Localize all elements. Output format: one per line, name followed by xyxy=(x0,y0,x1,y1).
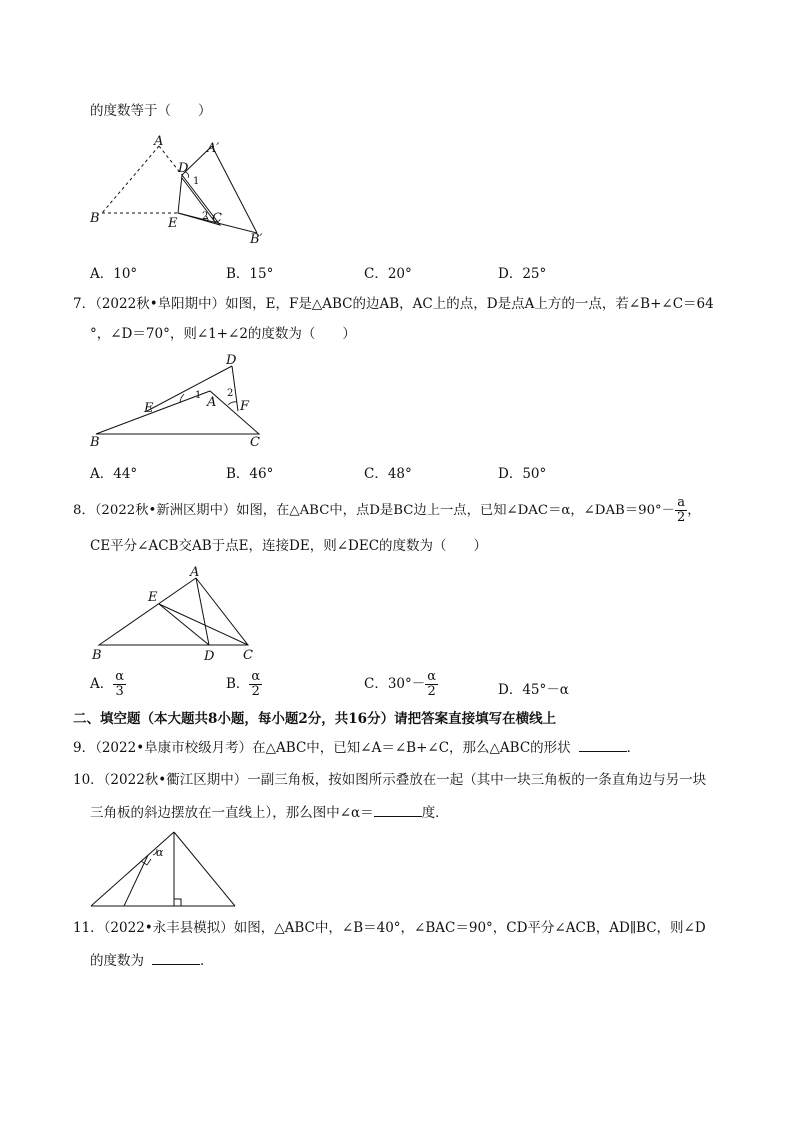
q6-option-a: A．10° xyxy=(90,266,138,282)
q8-option-c: C．30°－ $\frac{\alpha}{2}$ xyxy=(364,669,437,699)
q8-line2: CE平分∠ACB交AB于点E，连接DE，则∠DEC的度数为（ ） xyxy=(90,538,488,554)
q8-label-e: E xyxy=(148,590,158,605)
q6-option-b: B．15° xyxy=(226,266,274,282)
q8-label-d: D xyxy=(204,649,215,664)
q7-label-e: E xyxy=(144,401,154,416)
q10-label-alpha: α xyxy=(156,846,164,859)
q9-answer-blank[interactable] xyxy=(579,737,627,752)
q8-label-b: B xyxy=(92,648,102,663)
q8-option-b: B． $\frac{\alpha}{2}$ xyxy=(226,669,261,699)
q6-figure xyxy=(80,130,280,250)
q6-label-e: E xyxy=(168,216,178,231)
q6-label-c: C xyxy=(212,211,222,226)
q7-option-b: B．46° xyxy=(226,466,274,482)
q7-option-d: D．50° xyxy=(498,466,547,482)
q6-option-d: D．25° xyxy=(498,266,547,282)
q6-label-b-prime: B′ xyxy=(250,232,263,247)
q8-line1-text: 8．（2022秋•新洲区期中）如图，在△ABC中，点D是BC边上一点，已知∠DAC＝α，∠DAB＝90°－ xyxy=(73,503,675,518)
q8-option-a: A． $\frac{\alpha}{3}$ xyxy=(90,669,125,699)
q7-line1: 7．（2022秋•阜阳期中）如图，E，F是△ABC的边AB，AC上的点，D是点A上方的一点，若∠B+∠C＝64 xyxy=(73,296,714,312)
q7-label-a: A xyxy=(207,395,217,410)
q11-line2: 的度数为 ． xyxy=(90,950,214,971)
q7-label-c: C xyxy=(250,435,260,450)
q8-option-d: D．45°－α xyxy=(498,682,569,698)
q7-option-c: C．48° xyxy=(364,466,412,482)
q8-label-a: A xyxy=(190,565,200,580)
q6-option-c: C．20° xyxy=(364,266,412,282)
q11-line1: 11．（2022•永丰县模拟）如图，△ABC中，∠B＝40°，∠BAC＝90°，CD平分∠ACB，AD∥BC，则∠D xyxy=(73,920,706,936)
q6-label-1: 1 xyxy=(193,176,200,187)
q11-answer-blank[interactable] xyxy=(152,950,200,965)
q8-line1-fraction: $\frac{a}{2}$ xyxy=(676,495,686,525)
q7-label-b: B xyxy=(90,435,100,450)
q8-label-c: C xyxy=(243,648,253,663)
q7-label-d: D xyxy=(226,353,237,368)
q10-line1: 10．（2022秋•衢江区期中）一副三角板，按如图所示叠放在一起（其中一块三角板的一条直角边与另一块 xyxy=(73,772,707,788)
q7-label-1: 1 xyxy=(195,390,202,401)
q6-label-b: B xyxy=(90,211,100,226)
q6-text: 的度数等于（ ） xyxy=(90,103,212,119)
q10-answer-blank[interactable] xyxy=(374,802,422,817)
q10-figure xyxy=(85,828,245,913)
q7-label-2: 2 xyxy=(227,388,234,399)
q7-line2: °，∠D＝70°，则∠1+∠2的度数为（ ） xyxy=(90,326,356,342)
q7-figure xyxy=(80,350,280,450)
q6-label-a: A xyxy=(154,134,164,149)
q7-label-f: F xyxy=(240,399,250,414)
q9-line: 9．（2022•阜康市校级月考）在△ABC中，已知∠A＝∠B+∠C，那么△ABC的形状 ． xyxy=(73,737,640,758)
section-2-heading: 二、填空题（本大题共8小题，每小题2分，共16分）请把答案直接填写在横线上 xyxy=(73,711,557,727)
q6-label-a-prime: A′ xyxy=(207,141,220,156)
q7-option-a: A．44° xyxy=(90,466,138,482)
q8-figure xyxy=(85,563,275,668)
q10-line2: 三角板的斜边摆放在一直线上），那么图中∠α＝ 度． xyxy=(90,802,449,823)
q8-line1: 8．（2022秋•新洲区期中）如图，在△ABC中，点D是BC边上一点，已知∠DAC＝α，∠DAB＝90°－ $\frac{a}{2}$ ， xyxy=(73,495,701,525)
q6-label-d: D xyxy=(178,161,189,176)
q6-label-2: 2 xyxy=(202,211,209,222)
